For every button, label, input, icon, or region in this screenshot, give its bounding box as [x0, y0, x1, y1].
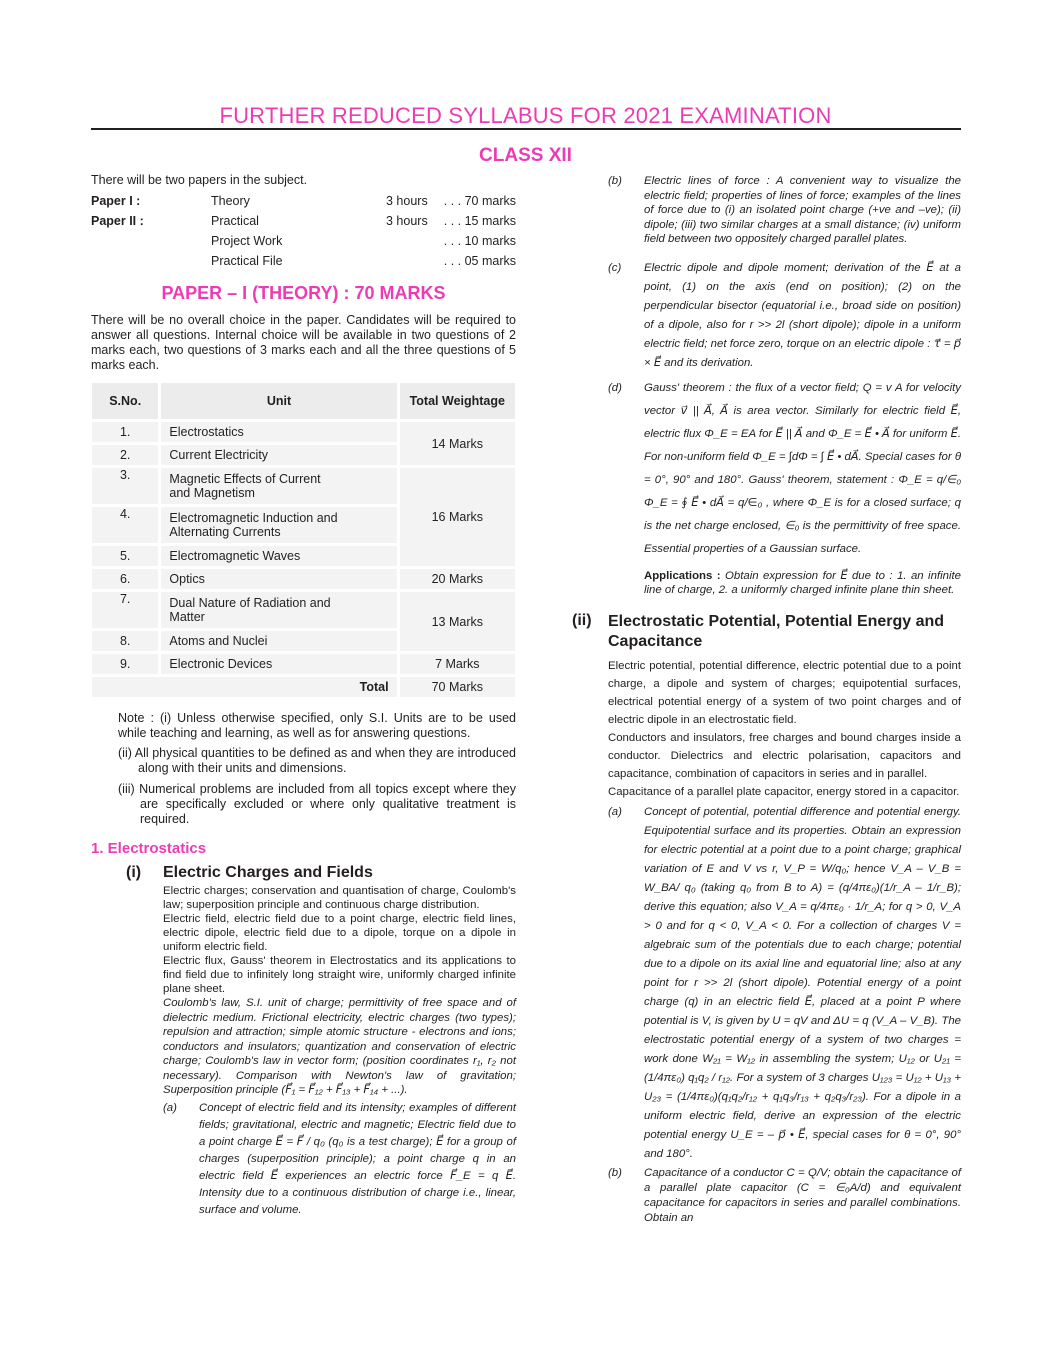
unit	[161, 468, 396, 504]
sno: 7.	[92, 592, 158, 628]
paper1-text: There will be no overall choice in the paper. Candidates will be required to answer all questions. Internal choice will be available in two questions of 2 marks each, two questions of 3 marks each and all the three questions of 5 marks each.	[91, 313, 516, 372]
item-label: (b)	[608, 1167, 622, 1179]
papers-list	[91, 191, 516, 271]
unit: Current Electricity	[161, 445, 396, 465]
unit1-ii-content	[608, 657, 961, 1226]
applications	[644, 569, 961, 598]
paper-label: Paper II :	[91, 214, 144, 228]
sno: 3.	[92, 468, 158, 504]
paper-marks: . . . 05 marks	[443, 254, 516, 268]
paper-label: Paper I :	[91, 194, 141, 208]
paper-row	[91, 191, 516, 211]
page-title: FURTHER REDUCED SYLLABUS FOR 2021 EXAMINATION	[219, 103, 832, 128]
sno: 6.	[92, 569, 158, 589]
sub-title: Electric Charges and Fields	[163, 864, 373, 881]
list-item	[163, 1100, 516, 1219]
para: Electric potential, potential difference, electric potential due to a point charge, a dipole and system of charges; equipotential surfaces, electrical potential energy of a system of two point charges and of electric dipole in an electrostatic field.	[608, 660, 961, 726]
para: Electric flux, Gauss' theorem in Electrostatics and its applications to find field due to infinitely long straight wire, uniformly charged infinite plane sheet.	[163, 955, 516, 995]
para: Coulomb's law, S.I. unit of charge; permittivity of free space and of dielectric medium. Frictional electricity, electric charges (two types); repulsion and attraction; simple atomic structure - electrons and ions; conductors and insulators; quantization and conservation of electric charge; Coulomb's law in vector form; (position coordinates r₁, r₂ not necessary). Comparison with Newton's law of gravitation; Superposition principle (F⃗₁ = F⃗₁₂ + F⃗₁₃ + F⃗₁₄ + ...).	[163, 997, 516, 1096]
list-item	[608, 1166, 961, 1226]
sub-number: (i)	[126, 864, 142, 881]
table-row	[92, 468, 515, 504]
class-heading: CLASS XII	[479, 145, 572, 166]
total-label: Total	[92, 677, 397, 697]
paper-time: 3 hours	[386, 194, 428, 208]
item-text: Concept of potential, potential difference and potential energy. Equipotential surface and its properties. Obtain an expression for electric potential at a point due to a point charge; graphical variation of E and V vs r, V_P = W/q₀; hence V_A – V_B = W_BA/ q₀ (taking q₀ from B to A) = (q/4πε₀)(1/r_A – 1/r_B); derive this equation; also V_A = q/4πε₀ · 1/r_A; for q > 0, V_A > 0 and for q < 0, V_A < 0. For a collection of charges V = algebraic sum of the potentials due to each charge; potential due to a dipole on its axial line and equatorial line; also at any point for r >> 2l (short dipole). Potential energy of a point charge (q) in an electric field E⃗, placed at a point P where potential is V, is given by U = qV and ΔU = q (V_A – V_B). The electrostatic potential energy of a system of two charges = work done W₂₁ = W₁₂ in assembling the system; U₁₂ or U₂₁ = (1/4πε₀) q₁q₂ / r₁₂. For a system of 3 charges U₁₂₃ = U₁₂ + U₁₃ + U₂₃ = (1/4πε₀)(q₁q₂/r₁₂ + q₁q₃/r₁₃ + q₂q₃/r₂₃). For a dipole in a uniform electric field, derive an expression of the electric potential energy U_E = – p⃗ • E⃗, special cases for θ = 0°, 90° and 180°.	[644, 806, 961, 1160]
weight: 13 Marks	[400, 592, 515, 651]
unit-text: Dual Nature of Radiation and Matter	[169, 596, 331, 624]
sno: 1.	[92, 422, 158, 442]
paper-marks: . . . 70 marks	[443, 194, 516, 208]
para: Conductors and insulators, free charges and bound charges inside a conductor. Dielectrics and electric polarisation, capacitors and capacitance, combination of capacitors in series and in parallel.	[608, 732, 961, 780]
total-row	[92, 677, 515, 697]
col-header: S.No.	[92, 383, 158, 419]
unit: Optics	[161, 569, 396, 589]
item-text: Capacitance of a conductor C = Q/V; obtain the capacitance of a parallel plate capacitor (C = ∈₀A/d) and equivalent capacitance for capacitors in series and parallel combinations. Obtain an	[644, 1167, 961, 1224]
sno: 8.	[92, 631, 158, 651]
item-text: Electric lines of force : A convenient way to visualize the electric field; properties of lines of force; examples of the lines of force due to (i) an isolated point charge (+ve and –ve); (ii) dipole; (iii) two similar charges at a small distance; (iv) uniform field between two oppositely charged parallel plates.	[644, 175, 961, 245]
unit-text: Magnetic Effects of Current and Magnetism	[169, 472, 321, 500]
para: Electric field, electric field due to a point charge, electric field lines, electric dipole, electric field due to a dipole, torque on a dipole in uniform electric field.	[163, 913, 516, 953]
item-text: Electric dipole and dipole moment; derivation of the E⃗ at a point, (1) on the axis (end on position); (2) on the perpendicular bisector (equatorial i.e., broad side on position) of a dipole, also for r >> 2l (short dipole); dipole in a uniform electric field; net force zero, torque on an electric dipole : τ⃗ = p⃗ × E⃗ and its derivation.	[644, 261, 961, 369]
list-item	[608, 174, 961, 247]
item-label: (b)	[608, 175, 622, 187]
sno: 9.	[92, 654, 158, 674]
right-items	[608, 174, 961, 598]
paper-row	[91, 251, 516, 271]
item-label: (d)	[608, 381, 622, 394]
weight: 20 Marks	[400, 569, 515, 589]
sub-title: Electrostatic Potential, Potential Energy and Capacitance	[608, 613, 945, 650]
paper-row	[91, 211, 516, 231]
paper-time: 3 hours	[386, 214, 428, 228]
unit: Electrostatics	[161, 422, 396, 442]
sno: 2.	[92, 445, 158, 465]
unit-text: Electromagnetic Induction and Alternating Currents	[169, 511, 338, 539]
paper-name: Theory	[211, 194, 250, 208]
weightage-table	[89, 380, 518, 700]
paper-name: Practical File	[211, 254, 283, 268]
para: Electric charges; conservation and quantisation of charge, Coulomb's law; superposition principle and continuous charge distribution.	[163, 885, 516, 911]
intro-text: There will be two papers in the subject.	[91, 173, 308, 187]
paper1-heading: PAPER – I (THEORY) : 70 MARKS	[161, 283, 446, 303]
sno: 4.	[92, 507, 158, 543]
paper-marks: . . . 10 marks	[443, 234, 516, 248]
item-text: Concept of electric field and its intensity; examples of different fields; gravitational, electric and magnetic; Electric field due to a point charge E⃗ = F⃗ / q₀ (q₀ is a test charge); E⃗ for a group of charges (superposition principle); a point charge q in an electric field E⃗ experiences an electric force F⃗_E = q E⃗. Intensity due to a continuous distribution of charge i.e., linear, surface and volume.	[199, 1101, 516, 1216]
unit: Electromagnetic Waves	[161, 546, 396, 566]
unit	[161, 507, 396, 543]
item-label: (a)	[608, 806, 622, 818]
unit: Electronic Devices	[161, 654, 396, 674]
para: Capacitance of a parallel plate capacitor, energy stored in a capacitor.	[608, 786, 960, 798]
unit1-heading: 1. Electrostatics	[91, 840, 207, 857]
total-value: 70 Marks	[400, 677, 515, 697]
unit: Atoms and Nuclei	[161, 631, 396, 651]
applications-text: Obtain expression for E⃗ due to : 1. an infinite line of charge, 2. a uniformly charged infinite plane thin sheet.	[644, 569, 961, 596]
table-row	[92, 592, 515, 628]
note-3: (iii) Numerical problems are included from all topics except where they are specifically excluded or where only qualitative treatment is required.	[118, 782, 516, 826]
col-header: Total Weightage	[400, 383, 515, 419]
title-divider	[91, 128, 961, 130]
col-header: Unit	[161, 383, 396, 419]
list-item	[608, 377, 961, 561]
paper-name: Project Work	[211, 234, 283, 248]
list-item	[608, 259, 961, 373]
sno: 5.	[92, 546, 158, 566]
paper-marks: . . . 15 marks	[443, 214, 516, 228]
unit	[161, 592, 396, 628]
note-2: (ii) All physical quantities to be defined as and when they are introduced along with their units and dimensions.	[118, 746, 516, 775]
list-item	[608, 803, 961, 1164]
paper-name: Practical	[211, 214, 259, 228]
weight: 7 Marks	[400, 654, 515, 674]
item-text: Gauss' theorem : the flux of a vector field; Q = v A for velocity vector v⃗ || A⃗, A⃗ is area vector. Similarly for electric field E⃗, electric flux Φ_E = EA for E⃗ || A⃗ and Φ_E = E⃗ • A⃗ for uniform E⃗. For non-uniform field Φ_E = ∫dΦ = ∫ E⃗ • dA⃗. Special cases for θ = 0°, 90° and 180°. Gauss' theorem, statement : Φ_E = q/∈₀ Φ_E = ∮ E⃗ • dA⃗ = q/∈₀ , where Φ_E is for a closed surface; q is the net charge enclosed, ∈₀ is the permittivity of free space. Essential properties of a Gaussian surface.	[644, 381, 962, 555]
note-1: Note : (i) Unless otherwise specified, only S.I. Units are to be used while teaching and learning, as well as for answering questions.	[118, 711, 516, 740]
table-row	[92, 422, 515, 442]
paper-row	[91, 231, 516, 251]
item-label: (c)	[608, 261, 622, 274]
sub-number: (ii)	[572, 612, 592, 629]
weight: 16 Marks	[400, 468, 515, 566]
table-row	[92, 654, 515, 674]
weight: 14 Marks	[400, 422, 515, 465]
item-label: (a)	[163, 1101, 177, 1114]
applications-label: Applications :	[644, 569, 721, 582]
unit1-content	[163, 884, 516, 1219]
table-row	[92, 569, 515, 589]
